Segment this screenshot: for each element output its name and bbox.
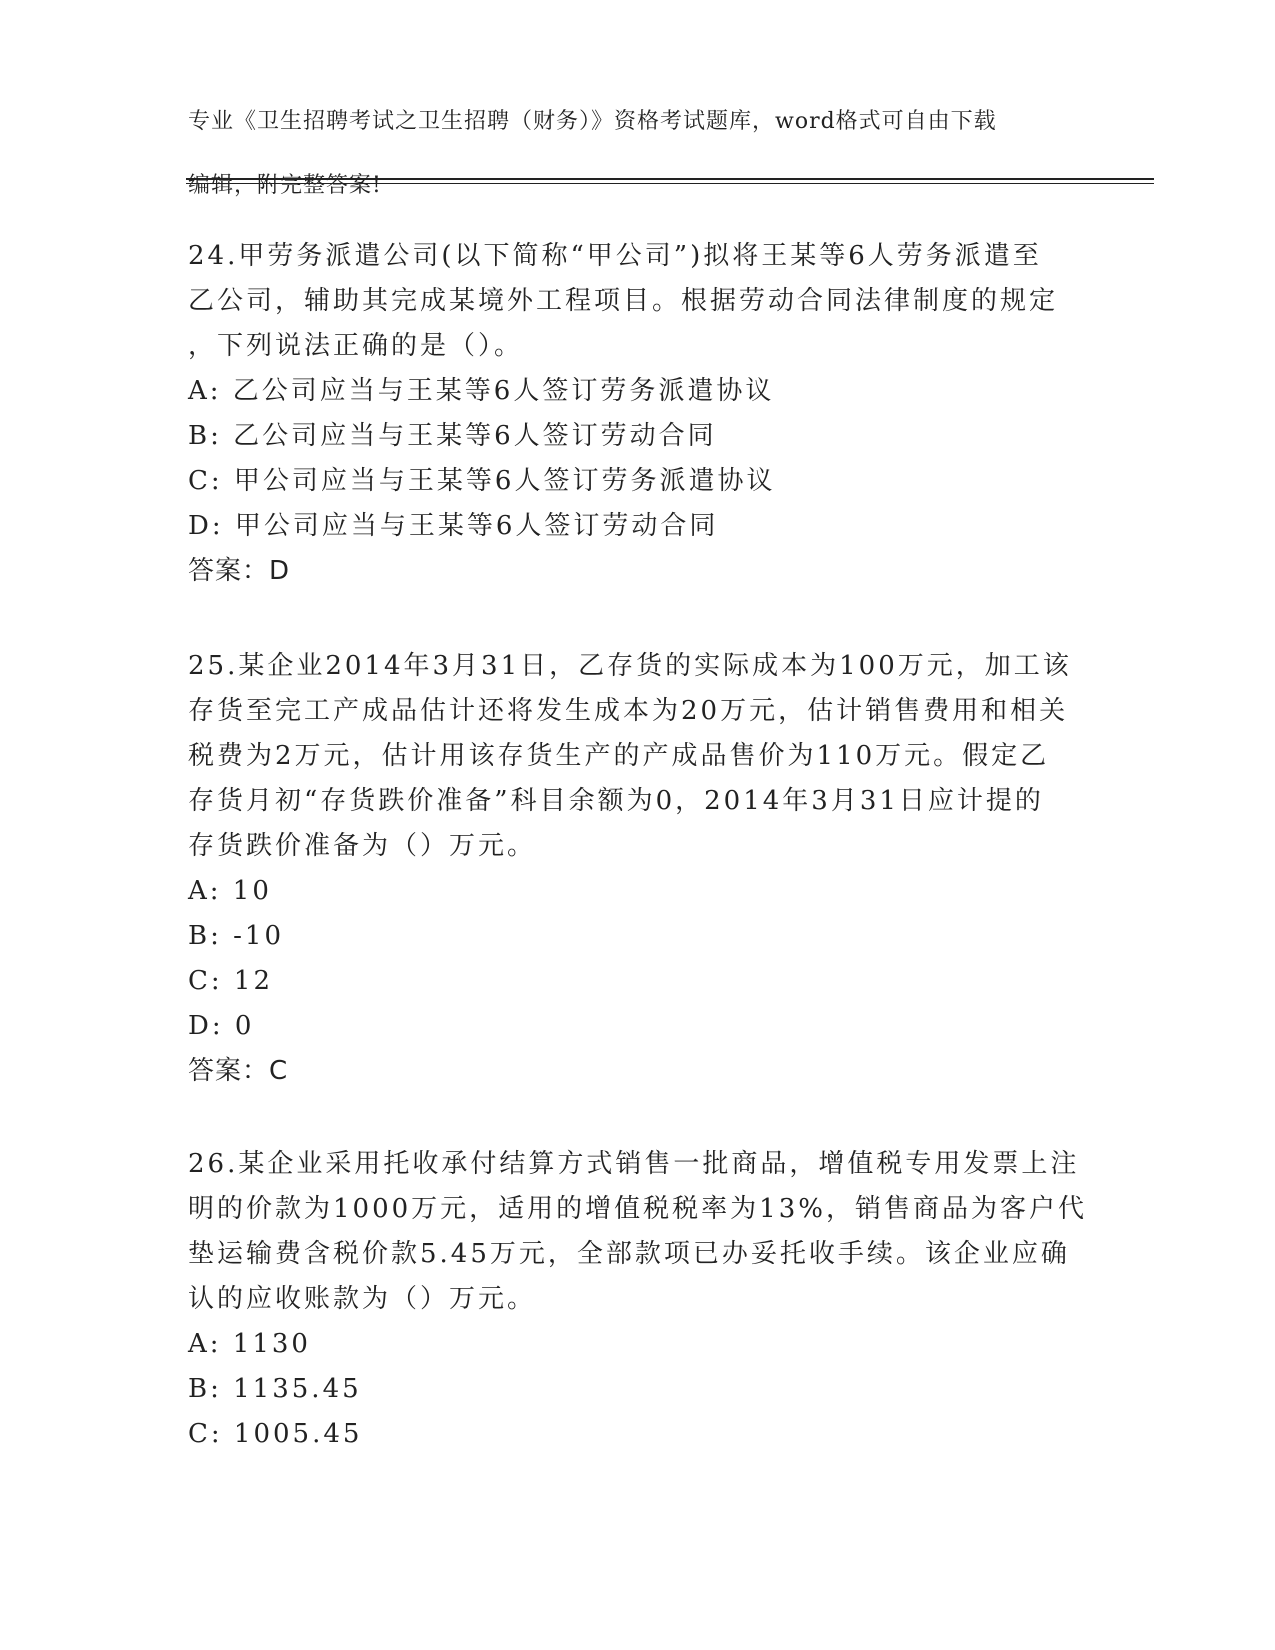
question-25 bbox=[188, 644, 1088, 1094]
option-c: C: 1005.45 bbox=[188, 1419, 363, 1449]
question-26 bbox=[188, 1142, 1088, 1457]
answer: 答案：D bbox=[188, 556, 291, 586]
option-b: B: 1135.45 bbox=[188, 1374, 362, 1404]
header-rule-thin bbox=[186, 183, 1154, 184]
question-24 bbox=[188, 234, 1088, 594]
option-a: A: 1130 bbox=[188, 1329, 311, 1359]
answer: 答案：C bbox=[188, 1056, 289, 1086]
option-c: C: 甲公司应当与王某等6人签订劳务派遣协议 bbox=[188, 466, 776, 496]
option-a: A: 10 bbox=[188, 876, 272, 906]
option-a: A: 乙公司应当与王某等6人签订劳务派遣协议 bbox=[188, 376, 775, 406]
option-c: C: 12 bbox=[188, 966, 274, 996]
question-stem: 26.某企业采用托收承付结算方式销售一批商品，增值税专用发票上注 明的价款为1000万元，适用的增值税税率为13%，销售商品为客户代 垫运输费含税价款5.45万元，全部款项已办妥托收手续。该企业应确 认的应收账款为（）万元。 bbox=[188, 1149, 1087, 1314]
header-line-1: 专业《卫生招聘考试之卫生招聘（财务）》资格考试题库，word格式可自由下载 bbox=[188, 109, 997, 134]
document-header bbox=[188, 74, 1088, 234]
question-stem: 24.甲劳务派遣公司(以下简称“甲公司”)拟将王某等6人劳务派遣至 乙公司，辅助其完成某境外工程项目。根据劳动合同法律制度的规定 ，下列说法正确的是（）。 bbox=[188, 241, 1059, 361]
question-stem: 25.某企业2014年3月31日，乙存货的实际成本为100万元，加工该 存货至完工产成品估计还将发生成本为20万元，估计销售费用和相关 税费为2万元，估计用该存货生产的产成品售价为110万元。假定乙 存货月初“存货跌价准备”科目余额为0，2014年3月31日应计提的 存货跌价准备为（）万元。 bbox=[188, 651, 1072, 861]
option-d: D: 甲公司应当与王某等6人签订劳动合同 bbox=[188, 511, 719, 541]
header-line-2: 编辑，附完整答案! bbox=[188, 173, 382, 198]
header-rule-thick bbox=[186, 178, 1154, 180]
option-b: B: 乙公司应当与王某等6人签订劳动合同 bbox=[188, 421, 717, 451]
option-d: D: 0 bbox=[188, 1011, 255, 1041]
option-b: B: -10 bbox=[188, 921, 284, 951]
